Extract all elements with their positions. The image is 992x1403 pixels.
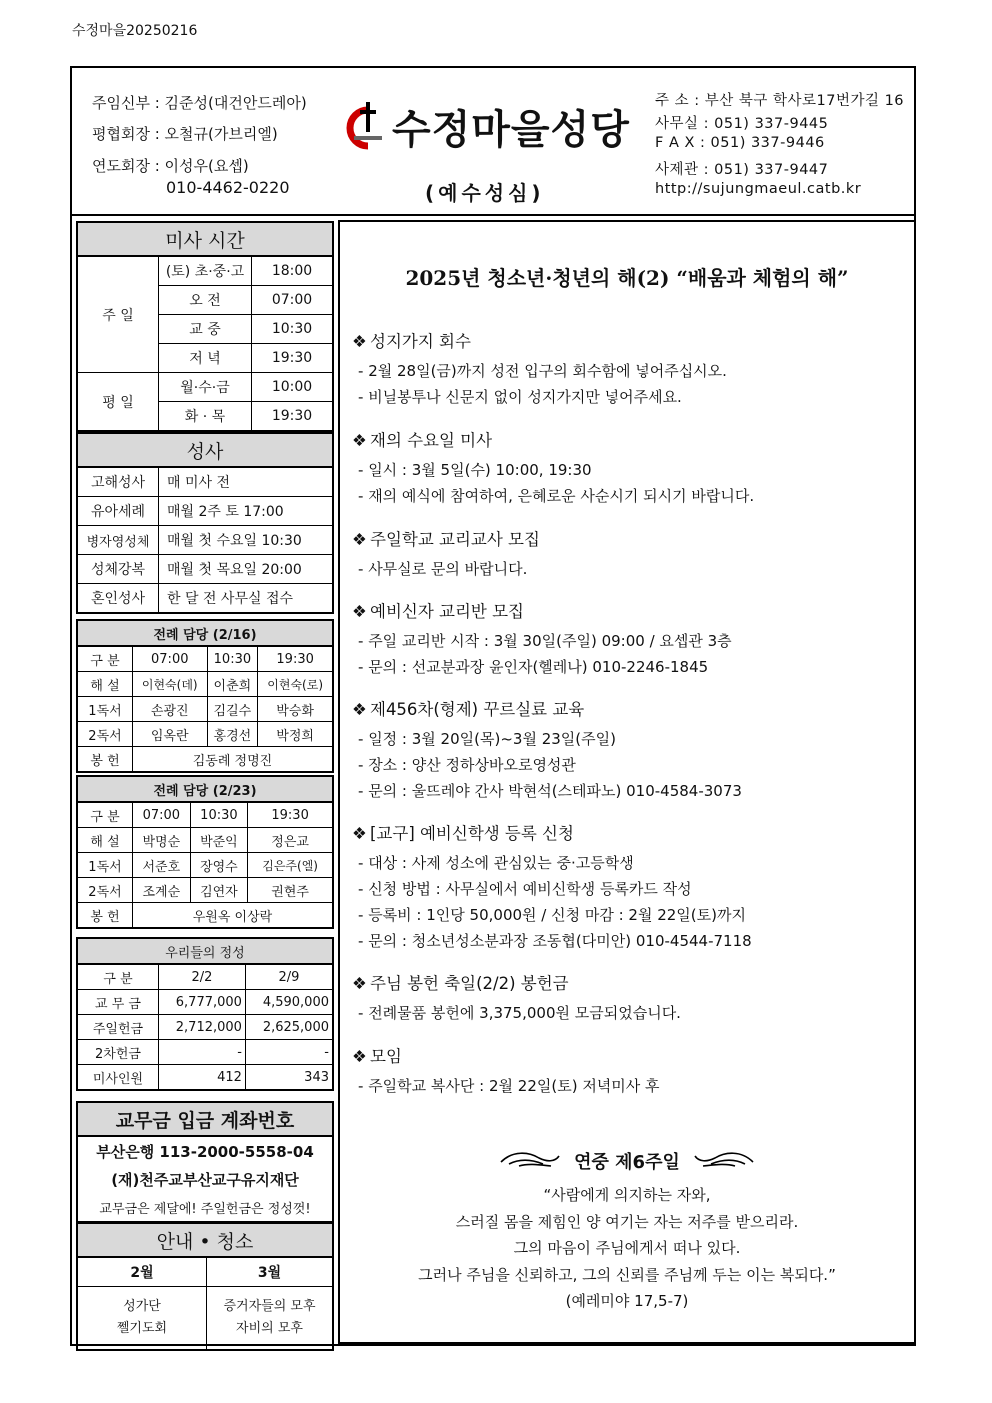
liturgy-head: 10:30 — [190, 802, 248, 828]
liturgy-person: 손광진 — [133, 697, 208, 722]
offering-value: 2,712,000 — [159, 1015, 246, 1040]
news-heading: 성지가지 회수 — [370, 332, 471, 351]
news-item: 비닐봉투나 신문지 없이 성지가지만 넣어주세요. — [368, 388, 682, 406]
document-id: 수정마을20250216 — [72, 23, 198, 39]
mass-title: 미사 시간 — [77, 222, 333, 256]
liturgy-person: 이현숙(로) — [258, 672, 333, 697]
liturgy-person: 김은주(엘) — [248, 853, 333, 878]
address-line: 주 소 : 부산 북구 학사로17번가길 16 — [655, 93, 905, 109]
offering-value: - — [245, 1040, 333, 1065]
header-divider — [70, 214, 916, 216]
offering-value: 412 — [159, 1065, 246, 1091]
offering-head: 2/9 — [245, 964, 333, 990]
offering-table — [76, 937, 334, 1091]
sacrament-info: 매 미사 전 — [159, 467, 334, 497]
offering-label: 2차헌금 — [77, 1040, 159, 1065]
cleaning-month: 2월 — [77, 1257, 207, 1287]
liturgy-offerers: 김동례 정명진 — [133, 747, 334, 773]
mass-label: (토) 초·중·고 — [159, 256, 252, 286]
reading-text — [340, 1182, 914, 1315]
liturgy1-title: 전례 담당 (2/16) — [77, 620, 333, 646]
news-item: 일정 : 3월 20일(목)~3월 23일(주일) — [368, 730, 616, 748]
liturgy-role: 1독서 — [77, 853, 133, 878]
rectory-phone: 사제관 : 051) 337-9447 — [655, 162, 829, 178]
sacrament-name: 유아세례 — [77, 497, 159, 526]
news-item: 문의 : 울뜨레야 간사 박현석(스테파노) 010-4584-3073 — [368, 782, 742, 800]
offering-value: 4,590,000 — [245, 990, 333, 1015]
offering-head: 구 분 — [77, 964, 159, 990]
diamond-bullet-icon: ❖ — [352, 332, 367, 351]
news-heading: 모임 — [370, 1047, 402, 1066]
cleaning-group: 성가단 — [123, 1299, 161, 1314]
reading-line: 그러나 주님을 신뢰하고, 그의 신뢰를 주님께 두는 이는 복되다.” — [418, 1265, 836, 1284]
offering-label: 미사인원 — [77, 1065, 159, 1091]
news-item: 신청 방법 : 사무실에서 예비신학생 등록카드 작성 — [368, 880, 692, 898]
mass-time: 10:30 — [252, 315, 334, 344]
mass-time: 10:00 — [252, 373, 334, 402]
liturgy-role: 해 설 — [77, 828, 133, 853]
offering-label: 주일헌금 — [77, 1015, 159, 1040]
pastor-line: 주임신부 : 김준성(대건안드레아) — [92, 94, 307, 112]
liturgy-person: 장영수 — [190, 853, 248, 878]
news-item: 일시 : 3월 5일(수) 10:00, 19:30 — [368, 461, 592, 479]
news-section: ❖ 재의 수요일 미사 - 일시 : 3월 5일(수) 10:00, 19:30 - 재의 예식에 참여하여, 은혜로운 사순시기 되시기 바랍니다. — [352, 431, 755, 505]
news-section: ❖ 모임 - 주일학교 복사단 : 2월 22일(토) 저녁미사 후 — [352, 1047, 660, 1095]
sacrament-info: 한 달 전 사무실 접수 — [159, 584, 334, 614]
mass-label: 저 녁 — [159, 344, 252, 373]
sacrament-info: 매월 첫 수요일 10:30 — [159, 526, 334, 555]
offering-value: - — [159, 1040, 246, 1065]
liturgy-person: 박승화 — [258, 697, 333, 722]
news-heading: 주일학교 교리교사 모집 — [370, 530, 540, 549]
news-heading: 재의 수요일 미사 — [370, 431, 493, 450]
diamond-bullet-icon: ❖ — [352, 431, 367, 450]
liturgy-person: 홍경선 — [207, 722, 258, 747]
offering-label: 교 무 금 — [77, 990, 159, 1015]
diamond-bullet-icon: ❖ — [352, 602, 367, 621]
news-item: 재의 예식에 참여하여, 은혜로운 사순시기 되시기 바랍니다. — [368, 487, 755, 505]
sacrament-info: 매월 2주 토 17:00 — [159, 497, 334, 526]
mass-label: 교 중 — [159, 315, 252, 344]
liturgy-head: 19:30 — [248, 802, 333, 828]
liturgy-person: 김연자 — [190, 878, 248, 903]
liturgy-person: 이현숙(데) — [133, 672, 208, 697]
cleaning-group: 자비의 모후 — [236, 1321, 303, 1336]
cleaning-group: 쩰기도회 — [116, 1321, 168, 1336]
liturgy-person: 임옥란 — [133, 722, 208, 747]
office-phone: 사무실 : 051) 337-9445 — [655, 116, 829, 132]
mass-time: 19:30 — [252, 402, 334, 432]
league-line: 연도회장 : 이성우(요셉) — [92, 157, 249, 175]
mass-times-table — [76, 221, 334, 432]
liturgy-person: 권현주 — [248, 878, 333, 903]
liturgy-person: 박정희 — [258, 722, 333, 747]
sunday-label: 주 일 — [77, 256, 159, 373]
parish-motto: (예수성심) — [425, 181, 545, 205]
mass-time: 19:30 — [252, 344, 334, 373]
account-table — [76, 1101, 334, 1223]
reading-line: “사람에게 의지하는 자와, — [543, 1186, 711, 1204]
liturgy-person: 조계순 — [133, 878, 191, 903]
mass-time: 07:00 — [252, 286, 334, 315]
news-heading: 예비신자 교리반 모집 — [370, 602, 524, 621]
offering-value: 2,625,000 — [245, 1015, 333, 1040]
offering-value: 6,777,000 — [159, 990, 246, 1015]
news-heading: 주님 봉헌 축일(2/2) 봉헌금 — [370, 974, 569, 993]
reading-line: 스러질 몸을 제힘인 양 여기는 자는 저주를 받으리라. — [455, 1212, 799, 1231]
liturgy-head: 07:00 — [133, 646, 208, 672]
liturgy-role: 봉 헌 — [77, 747, 133, 773]
liturgy-role: 봉 헌 — [77, 903, 133, 929]
news-item: 전례물품 봉헌에 3,375,000원 모금되었습니다. — [368, 1004, 681, 1022]
liturgy-person: 김길수 — [207, 697, 258, 722]
mass-label: 월·수·금 — [159, 373, 252, 402]
news-section: ❖ [교구] 예비신학생 등록 신청 - 대상 : 사제 성소에 관심있는 중·고등학생 - 신청 방법 : 사무실에서 예비신학생 등록카드 작성 - 등록비 : 1인당 50,000원 / 신청 마감 : 2월 22일(토)까지 - 문의 : 청소년성소분과장 조동협(다미안) 010-4544-7118 — [352, 824, 752, 950]
liturgy-head: 19:30 — [258, 646, 333, 672]
liturgy-role: 2독서 — [77, 722, 133, 747]
liturgy-head: 구 분 — [77, 646, 133, 672]
liturgy-person: 박준익 — [190, 828, 248, 853]
account-title: 교무금 입금 계좌번호 — [77, 1102, 333, 1136]
sacrament-name: 고해성사 — [77, 467, 159, 497]
account-holder: (재)천주교부산교구유지재단 — [77, 1165, 333, 1193]
reading-header — [340, 1148, 914, 1174]
news-item: 사무실로 문의 바랍니다. — [368, 560, 528, 578]
news-section: ❖ 제456차(형제) 꾸르실료 교육 - 일정 : 3월 20일(목)~3월 23일(주일) - 장소 : 양산 정하상바오로영성관 - 문의 : 울뜨레야 간사 박현석(스테파노) 010-4584-3073 — [352, 700, 742, 800]
account-bank: 부산은행 113-2000-5558-04 — [77, 1136, 333, 1165]
news-heading: 제456차(형제) 꾸르실료 교육 — [370, 700, 585, 719]
liturgy2-title: 전례 담당 (2/23) — [77, 776, 333, 802]
liturgy-head: 구 분 — [77, 802, 133, 828]
news-item: 등록비 : 1인당 50,000원 / 신청 마감 : 2월 22일(토)까지 — [368, 906, 746, 924]
account-note: 교무금은 제달에! 주일헌금은 정성껏! — [77, 1193, 333, 1222]
news-item: 2월 28일(금)까지 성전 입구의 회수함에 넣어주십시오. — [368, 362, 727, 380]
news-title: 2025년 청소년·청년의 해(2) “배움과 체험의 해” — [405, 266, 849, 290]
liturgy-table-0216 — [76, 619, 334, 773]
weekday-label: 평 일 — [77, 373, 159, 432]
liturgy-head: 07:00 — [133, 802, 191, 828]
cleaning-table — [76, 1222, 334, 1351]
offering-head: 2/2 — [159, 964, 246, 990]
liturgy-person: 이춘희 — [207, 672, 258, 697]
liturgy-person: 정은교 — [248, 828, 333, 853]
offering-value: 343 — [245, 1065, 333, 1091]
diamond-bullet-icon: ❖ — [352, 700, 367, 719]
mass-label: 화 · 목 — [159, 402, 252, 432]
cleaning-month: 3월 — [207, 1257, 334, 1287]
reading-line: 그의 마음이 주님에게서 떠나 있다. — [513, 1239, 741, 1257]
news-item: 주일 교리반 시작 : 3월 30일(주일) 09:00 / 요셉관 3층 — [368, 632, 732, 650]
website-link[interactable]: http://sujungmaeul.catb.kr — [655, 181, 862, 197]
liturgy-offerers: 우원옥 이상락 — [133, 903, 334, 929]
parish-name: 수정마을성당 — [392, 107, 630, 153]
sacraments-title: 성사 — [77, 433, 333, 467]
news-section: ❖ 주님 봉헌 축일(2/2) 봉헌금 - 전례물품 봉헌에 3,375,000원 모금되었습니다. — [352, 974, 681, 1022]
liturgy-role: 해 설 — [77, 672, 133, 697]
reading-citation: (예레미야 17,5-7) — [565, 1292, 689, 1310]
diamond-bullet-icon: ❖ — [352, 1047, 367, 1066]
sacrament-info: 매월 첫 목요일 20:00 — [159, 555, 334, 584]
news-section: ❖ 예비신자 교리반 모집 - 주일 교리반 시작 : 3월 30일(주일) 09:00 / 요셉관 3층 - 문의 : 선교분과장 윤인자(헬레나) 010-2246-1845 — [352, 602, 732, 676]
cleaning-title: 안내 • 청소 — [77, 1223, 333, 1257]
news-item: 문의 : 청소년성소분과장 조동협(다미안) 010-4544-7118 — [368, 932, 752, 950]
reading-title: 연중 제6주일 — [574, 1152, 680, 1173]
news-section: ❖ 성지가지 회수 - 2월 28일(금)까지 성전 입구의 회수함에 넣어주십시오. - 비닐봉투나 신문지 없이 성지가지만 넣어주세요. — [352, 332, 727, 406]
liturgy-person: 서준호 — [133, 853, 191, 878]
league-phone: 010-4462-0220 — [166, 178, 290, 197]
news-item: 대상 : 사제 성소에 관심있는 중·고등학생 — [368, 854, 634, 872]
news-heading: [교구] 예비신학생 등록 신청 — [370, 824, 574, 843]
liturgy-table-0223 — [76, 775, 334, 929]
liturgy-person: 박명순 — [133, 828, 191, 853]
liturgy-role: 1독서 — [77, 697, 133, 722]
ornament-left-icon — [499, 1148, 561, 1174]
fax-number: F A X : 051) 337-9446 — [655, 135, 825, 151]
liturgy-role: 2독서 — [77, 878, 133, 903]
mass-label: 오 전 — [159, 286, 252, 315]
ornament-right-icon — [693, 1148, 755, 1174]
news-section: ❖ 주일학교 교리교사 모집 - 사무실로 문의 바랍니다. — [352, 530, 540, 578]
diamond-bullet-icon: ❖ — [352, 824, 367, 843]
sacrament-name: 혼인성사 — [77, 584, 159, 614]
mass-time: 18:00 — [252, 256, 334, 286]
cleaning-group: 증거자들의 모후 — [223, 1299, 316, 1314]
news-item: 장소 : 양산 정하상바오로영성관 — [368, 756, 576, 774]
diamond-bullet-icon: ❖ — [352, 974, 367, 993]
council-line: 평협회장 : 오철규(가브리엘) — [92, 125, 278, 143]
offering-title: 우리들의 정성 — [77, 938, 333, 964]
news-item: 문의 : 선교분과장 윤인자(헬레나) 010-2246-1845 — [368, 658, 709, 676]
liturgy-head: 10:30 — [207, 646, 258, 672]
parish-logo-icon — [344, 100, 386, 150]
news-item: 주일학교 복사단 : 2월 22일(토) 저녁미사 후 — [368, 1077, 660, 1095]
diamond-bullet-icon: ❖ — [352, 530, 367, 549]
sacraments-table — [76, 432, 334, 614]
sacrament-name: 병자영성체 — [77, 526, 159, 555]
sacrament-name: 성체강복 — [77, 555, 159, 584]
